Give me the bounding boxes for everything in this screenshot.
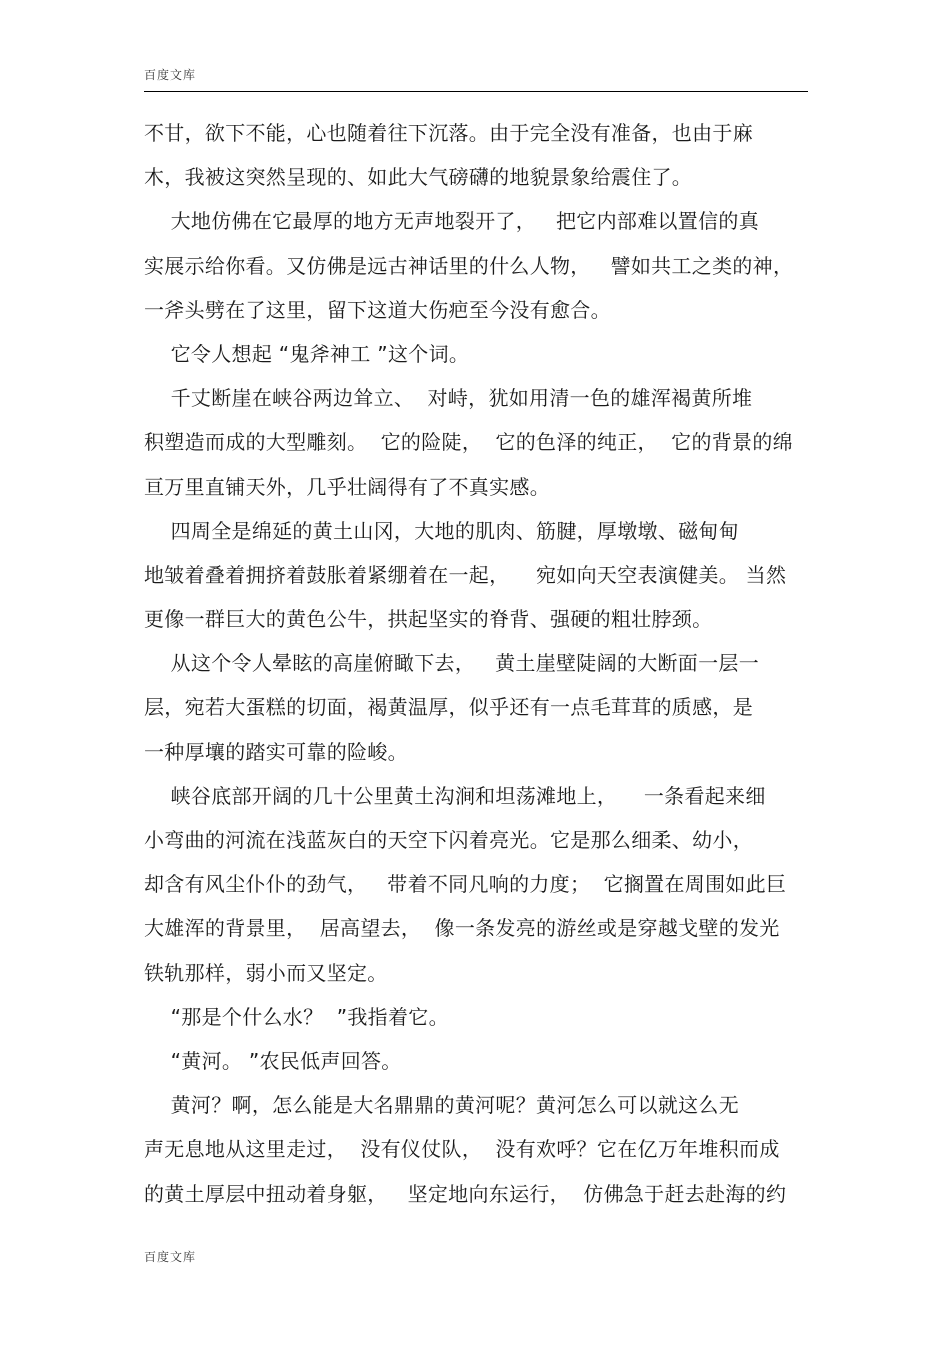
text-line: 不甘，欲下不能，心也随着往下沉落。由于完全没有准备，也由于麻 [144,121,753,145]
text-line: 铁轨那样，弱小而又坚定。 [144,960,388,985]
text-line: 木，我被这突然呈现的、如此大气磅礴的地貌景象给震住了。 [144,165,693,190]
text-line: 峡谷底部开阔的几十公里黄土沟涧和坦荡滩地上， 一条看起来细 [144,783,766,808]
text-line: 千丈断崖在峡谷两边耸立、 对峙，犹如用清一色的雄浑褐黄所堆 [144,386,753,411]
article-body [144,118,810,1223]
text-line: 的黄土厚层中扭动着身躯， 坚定地向东运行， 仿佛急于赶去赴海的约 [144,1181,787,1206]
header-divider [144,91,808,92]
text-line: 从这个令人晕眩的高崖俯瞰下去， 黄土崖壁陡阔的大断面一层一 [144,651,760,676]
text-line: 四周全是绵延的黄土山冈，大地的肌肉、筋腱，厚墩墩、磁甸甸 [144,518,740,543]
text-line: 积塑造而成的大型雕刻。 它的险陡， 它的色泽的纯正， 它的背景的绵 [144,430,793,455]
text-line: “那是个什么水？ ”我指着它。 [144,1004,449,1029]
page-footer: 百度文库 [144,1250,197,1264]
text-line: 层，宛若大蛋糕的切面，褐黄温厚，似乎还有一点毛茸茸的质感，是 [144,695,753,720]
page-header: 百度文库 [144,68,197,82]
text-line: 地皱着叠着拥挤着鼓胀着紧绷着在一起， 宛如向天空表演健美。 当然 [144,562,787,587]
text-line: 黄河？啊，怎么能是大名鼎鼎的黄河呢？黄河怎么可以就这么无 [144,1093,740,1118]
text-line: 更像一群巨大的黄色公牛，拱起坚实的脊背、强硬的粗壮脖颈。 [144,607,713,632]
text-line: 却含有风尘仆仆的劲气， 带着不同凡响的力度； 它搁置在周围如此巨 [144,872,787,897]
text-line: 亘万里直铺天外，几乎壮阔得有了不真实感。 [144,474,550,499]
text-line: 大雄浑的背景里， 居高望去， 像一条发亮的游丝或是穿越戈壁的发光 [144,916,780,941]
text-line: 大地仿佛在它最厚的地方无声地裂开了， 把它内部难以置信的真 [144,209,760,234]
text-line: “黄河。 ”农民低声回答。 [144,1048,402,1073]
text-line: 它令人想起 “鬼斧神工 ”这个词。 [144,341,470,366]
text-line: 一斧头劈在了这里，留下这道大伤疤至今没有愈合。 [144,297,611,322]
text-line: 一种厚壤的踏实可靠的险峻。 [144,739,408,764]
text-line: 小弯曲的河流在浅蓝灰白的天空下闪着亮光。它是那么细柔、幼小， [144,828,753,852]
text-line: 声无息地从这里走过， 没有仪仗队， 没有欢呼？它在亿万年堆积而成 [144,1137,780,1162]
text-line: 实展示给你看。又仿佛是远古神话里的什么人物， 譬如共工之类的神， [144,253,794,278]
